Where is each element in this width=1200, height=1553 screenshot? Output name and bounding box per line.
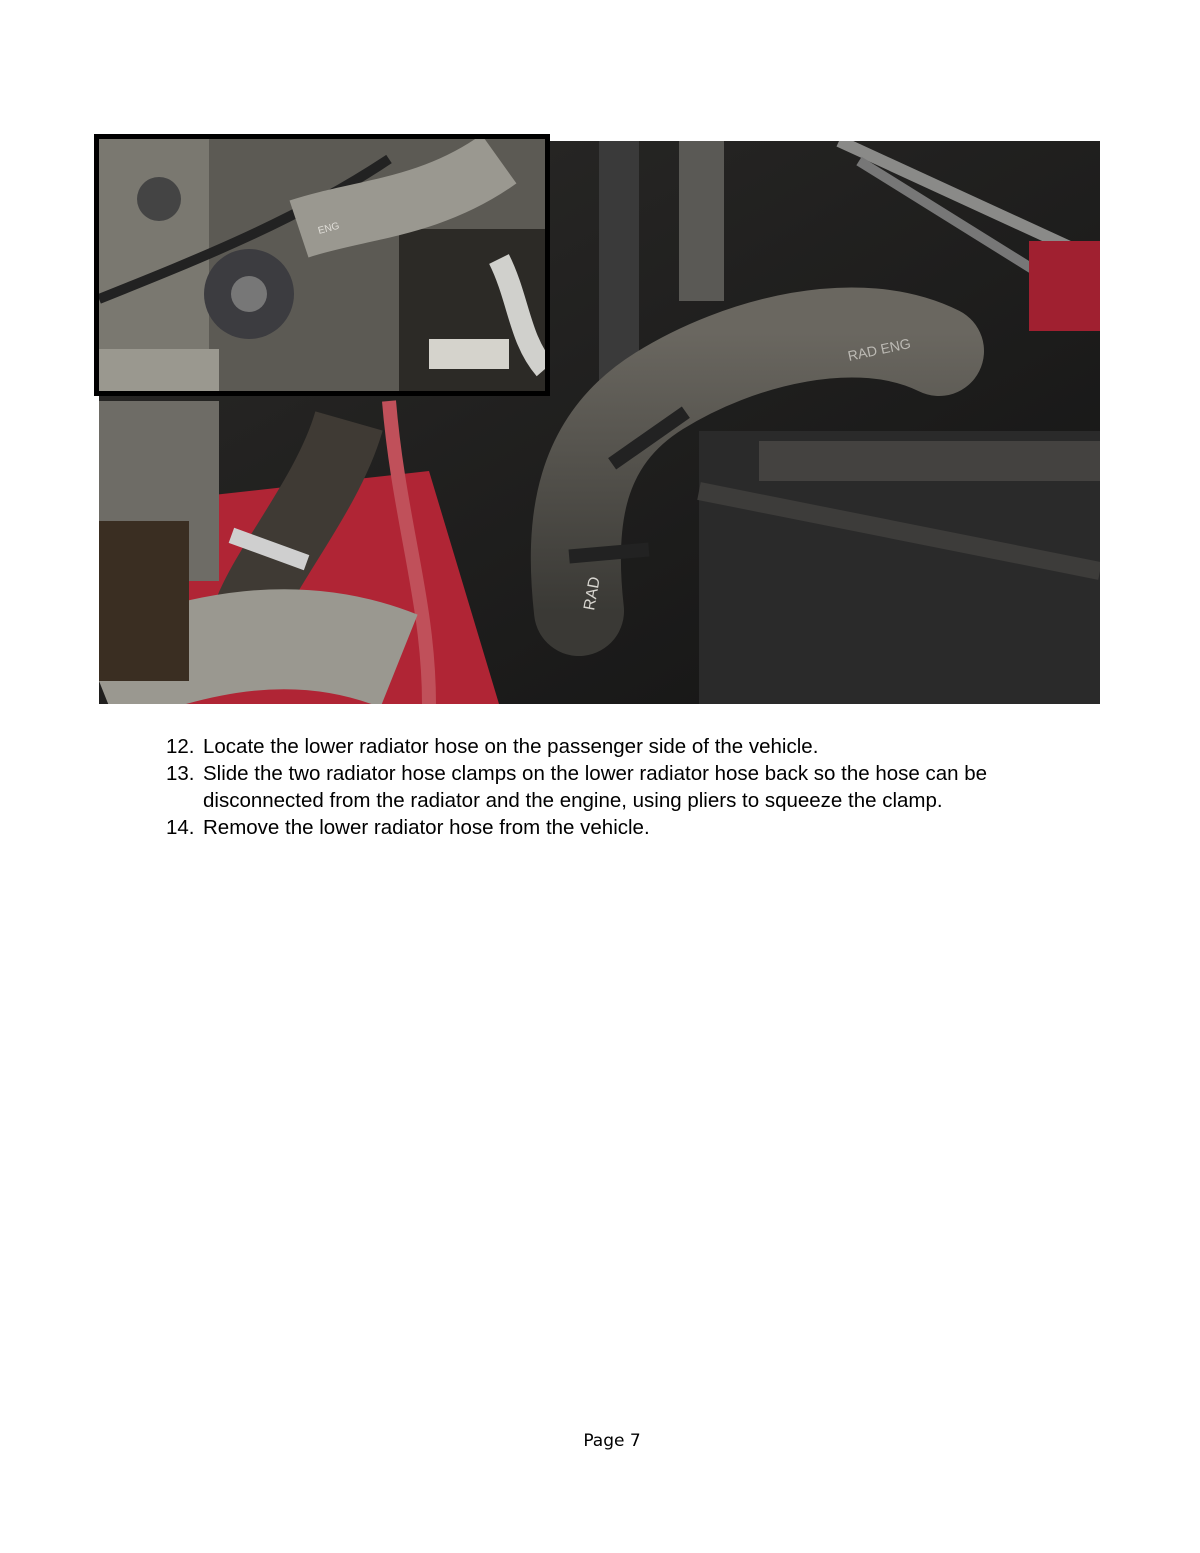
step-13 [166,760,1066,814]
step-14 [166,814,1066,841]
step-text: Remove the lower radiator hose from the vehicle. [203,816,650,839]
step-number: 13. [166,762,195,785]
page-number: Page 7 [583,1431,641,1451]
hose-marking-rad-eng: RAD ENG [846,335,913,364]
hose-marking-rad: RAD [581,575,604,612]
step-12 [166,733,1066,760]
step-text: Slide the two radiator hose clamps on the lower radiator hose back so the hose can be disconnected from the radiator and the engine, using pliers to squeeze the clamp. [203,762,988,812]
inset-hose-marking-eng: ENG [316,220,341,237]
inset-engine-photo [94,134,550,396]
step-number: 14. [166,816,195,839]
step-text: Locate the lower radiator hose on the passenger side of the vehicle. [203,735,819,758]
instruction-steps [166,733,1066,841]
step-number: 12. [166,735,195,758]
